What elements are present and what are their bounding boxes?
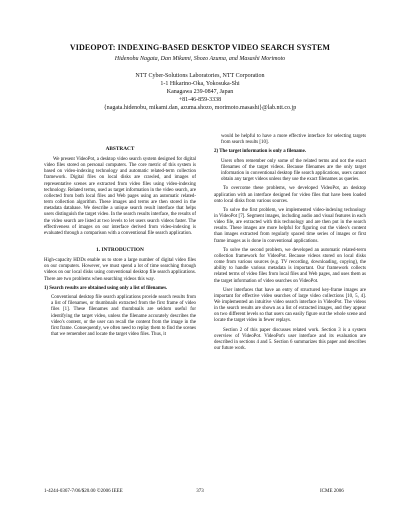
problem-1-continued: would be helpful to have a more effective interface for selecting targets from search results [10]. (221, 134, 366, 146)
affiliation-line: +81-46-859-3338 (178, 97, 222, 104)
left-column (44, 142, 196, 341)
problem-2-heading: 2) The target information is only a filename. (214, 149, 307, 155)
problem-1-text: Conventional desktop file search applications provide search results from a list of filenames, or thumbnails extracted from the first frame of video files [1]. These filenames and thumbnails are seldom useful for identifying the target video, unless the filename accurately describes the video's content, or the user can recall the content from the image in the first frame. Consequently, we often need to replay them to find the scenes that we remember and locate the target video files. Thus, it (51, 295, 196, 337)
paper-title: VIDEOPOT: INDEXING-BASED DESKTOP VIDEO SEARCH SYSTEM (69, 43, 331, 52)
abstract-text: We present VideoPot, a desktop video search system designed for digital video files stored on personal computers. The core metric of this system is based on video-indexing technology and automatic related-term collection framework. Digital files on local disks are crawled, and images of representative scenes are extracted from video files using video-indexing technology. Related terms, used as target information in the video search, are collected from both local files and Web pages using an automatic related-term collection algorithm. These images and terms are then stored in the metadata database. We describe a unique search result interface that helps users distinguish the target video. In the search results interface, the results of the video search are listed at two levels to let users search videos faster. The effectiveness of images on our interface derived from video-indexing is evaluated through a comparison with a conventional file search application. (44, 157, 196, 236)
footer-conference: ICME 2006 (320, 489, 344, 494)
footer-isbn: 1-4244-0367-7/06/$20.00 ©2006 IEEE (44, 489, 123, 494)
paper-authors: Hidenobu Nagata, Dan Mikami, Shozo Azuma, and Masashi Morimoto (114, 56, 286, 62)
problem-1-heading: 1) Search results are obtained using only a list of filenames. (44, 285, 168, 291)
intro-paragraph: High-capacity HDDs enable us to store a large number of digital video files on our computers. However, we must spend a lot of time searching through videos on our local disks using conventional desktop file search applications. There are two problems when searching videos this way. (44, 258, 196, 282)
body-paragraph: To solve the first problem, we implemented video-indexing technology in VideoPot [7]. Segment images, including audio and visual features in each video file, are extracted with this technology and are then put in the search results. These images are more helpful for figuring out the video's content than images extracted from regularly spaced time series of images or first frame images as is done in conventional applications. (214, 207, 366, 244)
introduction-heading: 1. INTRODUCTION (96, 247, 144, 254)
body-paragraph: To solve the second problem, we developed an automatic related-term collection framework for VideoPot. Because videos stored on local disks come from various sources (e.g. TV recording, downloading, copying), the ability to handle various metadata is important. Our framework collects related terms of video files from local files and Web pages, and uses them as the target information of video searches on VideoPot. (214, 247, 366, 284)
body-paragraph: To overcome these problems, we developed VideoPot, an desktop application with an interface designed for video files that have been loaded onto local disks from various sources. (214, 186, 366, 204)
affiliation-emails: {nagata.hidenobu, mikami.dan, azuma.shozo, morimoto.masashi}@lab.ntt.co.jp (103, 105, 297, 112)
body-paragraph: Section 2 of this paper discusses related work. Section 3 is a system overview of VideoPot. VideoPot's user interface and its evaluation are described in sections 4 and 5. Section 6 summarizes this paper and describes our future work. (214, 327, 366, 352)
affiliation-line: 1-1 Hikarino-Oka, Yokosuka-Shi (160, 81, 240, 88)
right-column (214, 134, 366, 355)
body-paragraph: User interfaces that have an entry of structured key-frame images are important for effective video searches of large video collections [10, 5, 4]. We implemented an intuitive video search interface in VideoPot. The videos in the search results are shown as a list of extracted images, and they appear on two different levels so that users can easily figure out the whole scene and locate the target video in fewer replays. (214, 287, 366, 324)
problem-2-text: Users often remember only some of the related terms and not the exact filenames of the target videos. Because filenames are the only target information in conventional desktop file search applications, users cannot obtain any target videos unless they use the exact filenames as queries. (221, 158, 366, 183)
abstract-heading: ABSTRACT (105, 146, 135, 152)
footer-page-number: 373 (196, 489, 204, 494)
affiliation-line: Kanagawa 239-0847, Japan (166, 89, 234, 96)
affiliation-block (0, 72, 400, 112)
affiliation-line: NTT Cyber-Solutions Laboratories, NTT Corporation (135, 73, 265, 79)
